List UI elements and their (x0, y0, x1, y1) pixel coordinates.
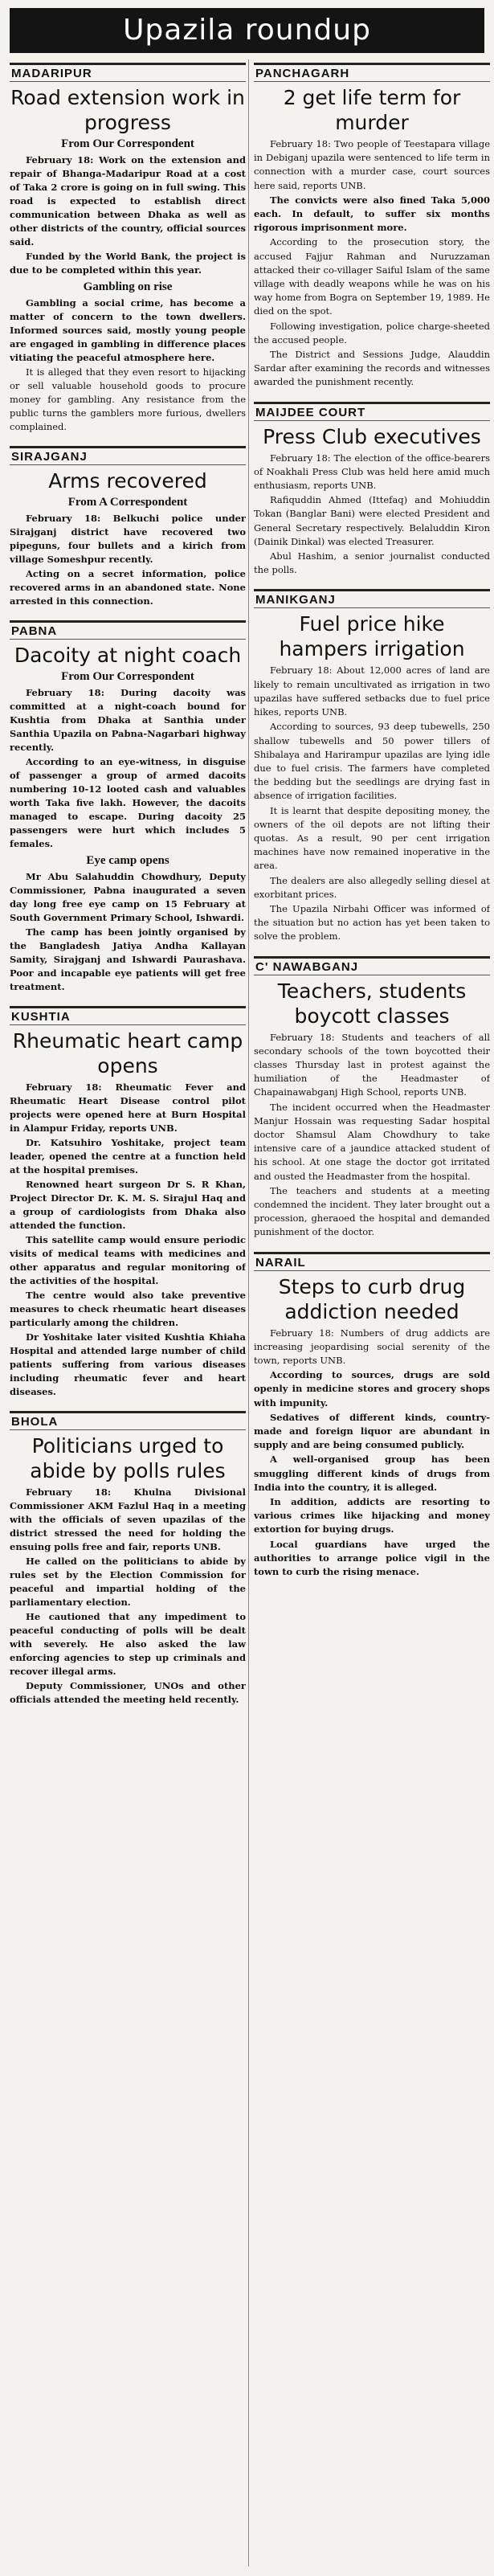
article-section (10, 1003, 246, 1400)
article-paragraph: The District and Sessions Judge, Alauddin Sardar after examining the records and witnesses awarded the punishment recently. (254, 349, 490, 388)
location-kicker: NARAIL (254, 1252, 490, 1271)
location-kicker: BHOLA (10, 1411, 246, 1430)
article-paragraph: The convicts were also fined Taka 5,000 each. In default, to suffer six months rigorous imprisonment more. (254, 194, 490, 234)
article-paragraph: February 18: Rheumatic Fever and Rheumatic Heart Disease control pilot projects were opened here at Burn Hospital in Alampur Friday, reports UNB. (10, 1082, 246, 1134)
article-paragraph: Deputy Commissioner, UNOs and other officials attended the meeting held recently. (10, 1680, 246, 1705)
article-section (10, 59, 246, 435)
article-byline: From Our Correspondent (61, 137, 194, 150)
article-section (10, 617, 246, 995)
article-byline: From Our Correspondent (61, 670, 194, 683)
article-headline: Press Club executives (263, 424, 481, 448)
location-kicker: MAIJDEE COURT (254, 402, 490, 421)
article-paragraph: The dealers are also allegedly selling diesel at exorbitant prices. (254, 874, 490, 900)
article-paragraph: Funded by the World Bank, the project is due to be completed within this year. (10, 251, 246, 276)
article-paragraph: This satellite camp would ensure periodic visits of medical teams with medicines and other apparatus and regular monitoring of the activities of the hospital. (10, 1234, 246, 1286)
article-section (254, 586, 490, 944)
article-paragraph: According to the prosecution story, the accused Fajjur Rahman and Nuruzzaman attacked their co-villager Saiful Islam of the same village with deadly weapons while he was on his way home from Bogra on September 19, 1989. He died on the spot. (254, 236, 490, 317)
article-headline: Teachers, students boycott classes (277, 979, 467, 1028)
article-paragraph: It is learnt that despite depositing money, the owners of the oil depots are not lifting their quotas. As a result, 90 per cent irrigation machines have now remained inoperative in the area. (254, 804, 490, 872)
article-paragraph: February 18: Numbers of drug addicts are increasing jeopardising social serenity of the town, reports UNB. (254, 1327, 490, 1366)
article-paragraph: According to sources, 93 deep tubewells, 250 shallow tubewells and 50 power tillers of Shibalaya and Harirampur upazilas are lying idle due to fuel crisis. The farmers have completed the bedding but the seedlings are drying fast in absence of irrigation facilities. (254, 721, 490, 802)
article-paragraph: The camp has been jointly organised by the Bangladesh Jatiya Andha Kallayan Samity, Sirajganj and Ishwardi Paurashava. Poor and incapable eye patients will get free treatment. (10, 926, 246, 992)
article-headline: Fuel price hike hampers irrigation (279, 612, 465, 661)
article-paragraph: February 18: Students and teachers of all secondary schools of the town boycotted their classes Thursday last in protest against the humiliation of the Headmaster of Chapainawabganj High School, reports UNB. (254, 1031, 490, 1098)
location-kicker: C' NAWABGANJ (254, 956, 490, 975)
article-section (254, 59, 490, 390)
article-paragraph: February 18: The election of the office-bearers of Noakhali Press Club was held here amid much enthusiasm, reports UNB. (254, 452, 490, 492)
article-paragraph: February 18: Two people of Teestapara village in Debiganj upazila were sentenced to life term in connection with a murder case, court sources here said, reports UNB. (254, 138, 490, 191)
article-paragraph: Local guardians have urged the authorities to arrange police vigil in the town to curb the rising menace. (254, 1538, 490, 1578)
right-column (254, 59, 490, 1588)
page-banner: Upazila roundup (10, 8, 484, 53)
article-paragraph: Dr Yoshitake later visited Kushtia Khiaha Hospital and attended large number of child patients suffering from various diseases including rheumatic fever and heart diseases. (10, 1331, 246, 1397)
article-paragraph: February 18: About 12,000 acres of land are likely to remain uncultivated as irrigation in two upazilas have suffered setbacks due to fuel price hikes, reports UNB. (254, 664, 490, 718)
location-kicker: PANCHAGARH (254, 63, 490, 82)
article-headline: Arms recovered (48, 469, 207, 493)
article-paragraph: Sedatives of different kinds, country-made and foreign liquor are abundant in supply and are being consumed publicly. (254, 1411, 490, 1451)
article-headline: Steps to curb drug addiction needed (278, 1274, 466, 1323)
article-paragraph: February 18: Khulna Divisional Commissioner AKM Fazlul Haq in a meeting with the officials of seven upazilas of the district stressed the need for holding the ensuing polls free and fair, reports UNB. (10, 1486, 246, 1552)
article-paragraph: The Upazila Nirbahi Officer was informed of the situation but no action has yet been taken to solve the problem. (254, 902, 490, 942)
article-paragraph: He called on the politicians to abide by rules set by the Election Commission for peaceful and impartial holding of the parliamentary election. (10, 1556, 246, 1608)
article-byline: From A Correspondent (67, 496, 188, 509)
article-section (10, 443, 246, 609)
article-paragraph: According to an eye-witness, in disguise of passenger a group of armed dacoits numbering 10-12 looted cash and valuables worth Taka five lakh. However, the dacoits managed to escape. During dacoity 25 passengers were hurt which includes 5 females. (10, 756, 246, 849)
location-kicker: MANIKGANJ (254, 589, 490, 608)
article-paragraph: Rafiquddin Ahmed (Ittefaq) and Mohiuddin Tokan (Banglar Bani) were elected President and General Secretary respectively. Belaluddin Kiron (Dainik Dinkal) was elected Treasurer. (254, 494, 490, 547)
article-headline: 2 get life term for murder (283, 86, 461, 134)
article-paragraph: Gambling a social crime, has become a matter of concern to the town dwellers. Informed sources said, mostly young people are engaged in gambling in difference places vitiating the peaceful atmosphere here. (10, 297, 246, 363)
article-paragraph: The incident occurred when the Headmaster Manjur Hossain was requesting Sadar hospital doctor Shamsul Alam Chowdhury to take intensive care of a jaundice attacked student of his school. At one stage the doctor got irritated and ousted the Headmaster from the hospital. (254, 1101, 490, 1182)
article-headline: Dacoity at night coach (14, 644, 242, 667)
article-paragraph: Mr Abu Salahuddin Chowdhury, Deputy Commissioner, Pabna inaugurated a seven day long free eye camp on 15 February at South Government Primary School, Ishwardi. (10, 871, 246, 923)
location-kicker: MADARIPUR (10, 63, 246, 82)
article-subhead: Gambling on rise (83, 280, 173, 293)
article-paragraph: Renowned heart surgeon Dr S. R Khan, Project Director Dr. K. M. S. Sirajul Haq and a group of cardiologists from Dhaka also attended the function. (10, 1179, 246, 1231)
article-headline: Road extension work in progress (10, 86, 245, 134)
article-headline: Rheumatic heart camp opens (12, 1029, 243, 1077)
article-section (254, 1249, 490, 1580)
article-paragraph: He cautioned that any impediment to peaceful conducting of polls will be dealt with severely. He also asked the law enforcing agencies to step up criminals and recover illegal arms. (10, 1611, 246, 1677)
article-paragraph: February 18: Belkuchi police under Sirajganj district have recovered two pipeguns, four bullets and a kirich from village Someshpur recently. (10, 513, 246, 565)
article-paragraph: According to sources, drugs are sold openly in medicine stores and grocery shops with impunity. (254, 1369, 490, 1409)
article-paragraph: The teachers and students at a meeting condemned the incident. They later brought out a procession, gheraoed the hospital and demanded punishment of the doctor. (254, 1184, 490, 1238)
article-paragraph: It is alleged that they even resort to hijacking or sell valuable household goods to procure money for gambling. Any resistance from the public turns the gamblers more furious, dwellers complained. (10, 366, 246, 432)
location-kicker: PABNA (10, 620, 246, 640)
article-subhead: Eye camp opens (86, 854, 169, 867)
article-headline: Politicians urged to abide by polls rules (30, 1434, 226, 1482)
article-paragraph: A well-organised group has been smuggling different kinds of drugs from India into the country, it is alleged. (254, 1454, 490, 1493)
article-section (10, 1408, 246, 1707)
article-paragraph: Following investigation, police charge-sheeted the accused people. (254, 320, 490, 346)
location-kicker: SIRAJGANJ (10, 446, 246, 465)
article-paragraph: Acting on a secret information, police recovered arms in an abandoned state. None arrested in this connection. (10, 568, 246, 607)
article-paragraph: February 18: Work on the extension and repair of Bhanga-Madaripur Road at a cost of Taka 2 crore is going on in full swing. This road is expected to establish direct communication between Dhaka as well as other districts of the country, official sources said. (10, 154, 246, 247)
article-section (254, 399, 490, 579)
article-paragraph: Dr. Katsuhiro Yoshitake, project team leader, opened the centre at a function held at the hospital premises. (10, 1137, 246, 1176)
article-section (254, 953, 490, 1241)
location-kicker: KUSHTIA (10, 1006, 246, 1025)
article-paragraph: The centre would also take preventive measures to check rheumatic heart diseases particularly among the children. (10, 1290, 246, 1328)
article-paragraph: February 18: During dacoity was committed at a night-coach bound for Kushtia from Dhaka at Santhia under Santhia Upazila on Pabna-Nagarbari highway recently. (10, 687, 246, 753)
column-divider (248, 59, 249, 2566)
article-paragraph: In addition, addicts are resorting to various crimes like hijacking and money extortion for buying drugs. (254, 1496, 490, 1535)
left-column (10, 59, 246, 1715)
article-paragraph: Abul Hashim, a senior journalist conducted the polls. (254, 550, 490, 576)
